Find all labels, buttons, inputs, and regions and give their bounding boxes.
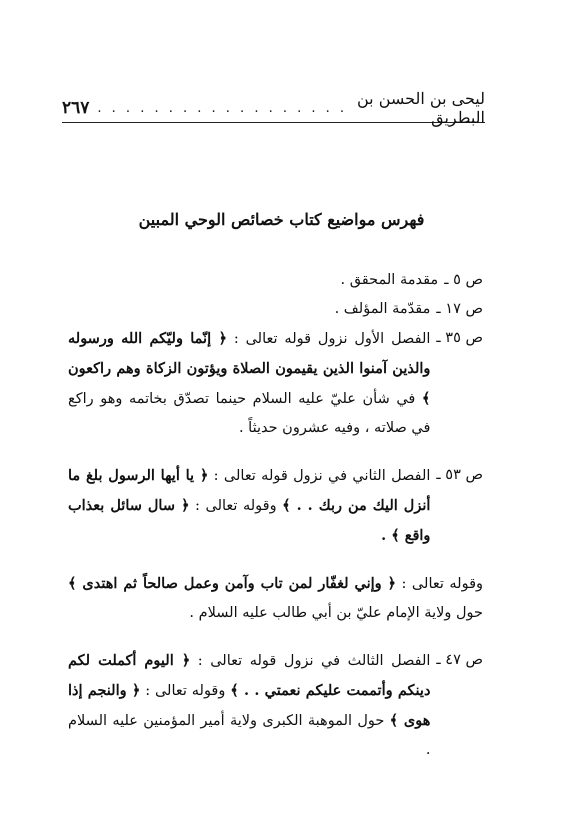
entry-text-pre: الفصل الثالث في نزول قوله تعالى : <box>190 653 431 669</box>
quran-quote: ﴿ اليوم أكملت لكم دينكم وأتممت عليكم نعمتي . . ﴾ <box>68 652 431 699</box>
entry-page-ref: ص ١٧ ـ <box>436 301 483 317</box>
entry-page-ref: ص ٣٥ ـ <box>436 330 483 346</box>
page-number: ٢٦٧ <box>62 98 90 118</box>
entry-text-post: حول الموهبة الكبرى ولاية أمير المؤمنين عليه السلام . <box>68 713 431 758</box>
entry-text: مقدّمة المؤلف . <box>334 301 431 317</box>
entry-text-mid: وقوله تعالى : <box>140 683 231 699</box>
index-entry <box>68 295 483 324</box>
entry-text <box>68 324 430 443</box>
entry-text-pre: الفصل الثاني في نزول قوله تعالى : <box>208 468 431 484</box>
entry-page-ref: ص ٥٣ ـ <box>436 467 483 483</box>
entry-text-mid: وقوله تعالى : <box>189 498 283 514</box>
index-entry <box>68 646 483 765</box>
quran-quote-second: ﴿ والنجم إذا هوى ﴾ <box>68 682 431 729</box>
index-entry <box>68 324 483 443</box>
index-entries <box>68 266 483 765</box>
entry-text <box>68 461 430 551</box>
quran-quote-second: ﴿ سال سائل بعذاب واقع ﴾ . <box>68 497 431 544</box>
entry-text-pre: الفصل الأول نزول قوله تعالى : <box>226 331 431 347</box>
index-entry <box>68 461 483 551</box>
entry-page-ref: ص ٤٧ ـ <box>436 652 483 668</box>
entry-text <box>68 646 430 765</box>
entry-text-post: في شأن عليّ عليه السلام حينما تصدّق بخاتمه وهو راكع في صلاته ، وفيه عشرون حديثاً . <box>68 391 431 436</box>
quran-quote: ﴿ يا أيها الرسول بلغ ما أنزل اليك من ربك . . ﴾ <box>68 467 431 514</box>
index-entry-continuation <box>68 569 483 628</box>
entry-text-post: حول ولاية الإمام عليّ بن أبي طالب عليه السلام . <box>189 605 483 621</box>
index-entry <box>68 266 483 295</box>
leader-dots: . . . . . . . . . . . . . . . . . . <box>97 100 348 116</box>
entry-page-ref: ص ٥ ـ <box>444 272 483 288</box>
quran-quote: ﴿ وإني لغفّار لمن تاب وآمن وعمل صالحاً ثم اهتدى ﴾ <box>68 575 397 592</box>
index-title: فهرس مواضيع كتاب خصائص الوحي المبين <box>138 210 425 229</box>
entry-text: مقدمة المحقق . <box>340 272 439 288</box>
entry-text-pre: وقوله تعالى : <box>396 576 483 592</box>
running-header <box>62 89 485 127</box>
quran-quote: ﴿ إنّما وليّكم الله ورسوله والذين آمنوا الذين يقيمون الصلاة ويؤتون الزكاة وهم راكعون ﴾ <box>68 330 431 407</box>
running-header-title: ليحى بن الحسن بن البطريق <box>357 89 485 127</box>
